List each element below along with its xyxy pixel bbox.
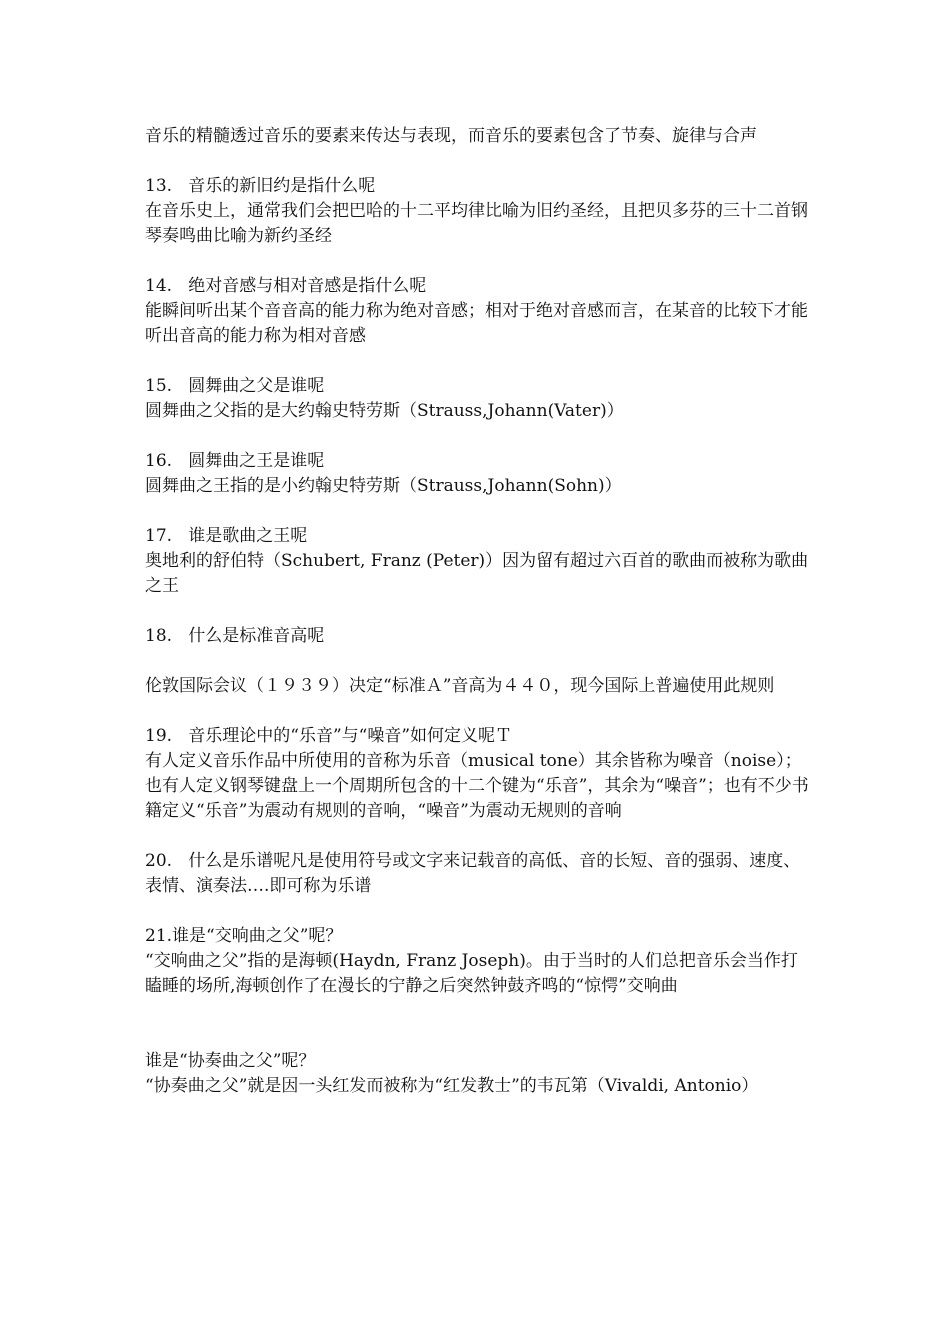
answer-14: 能瞬间听出某个音音高的能力称为绝对音感；相对于绝对音感而言，在某音的比较下才能听出音高的能力称为相对音感 [145,301,808,346]
question-18: 18. 什么是标准音高呢 [145,626,325,646]
question-13: 13. 音乐的新旧约是指什么呢 [145,176,376,196]
spacer [145,349,813,374]
question-20: 20. 什么是乐谱呢凡是使用符号或文字来记载音的高低、音的长短、音的强弱、速度、表情、演奏法….即可称为乐谱 [145,851,801,896]
answer-16: 圆舞曲之王指的是小约翰史特劳斯（Strauss,Johann(Sohn)） [145,476,622,496]
spacer [145,149,813,174]
answer-concerto: “协奏曲之父”就是因一头红发而被称为“红发教士”的韦瓦第（Vivaldi, Antonio） [145,1076,759,1096]
question-17: 17. 谁是歌曲之王呢 [145,526,308,546]
question-19: 19. 音乐理论中的“乐音”与“噪音”如何定义呢Ｔ [145,726,513,746]
spacer [145,699,813,724]
question-concerto: 谁是“协奏曲之父”呢？ [145,1051,316,1071]
question-15: 15. 圆舞曲之父是谁呢 [145,376,325,396]
answer-19: 有人定义音乐作品中所使用的音称为乐音（musical tone）其余皆称为噪音（noise）；也有人定义钢琴键盘上一个周期所包含的十二个键为“乐音”，其余为“噪音”；也有不少书籍定义“乐音”为震动有规则的音响，“噪音”为震动无规则的音响 [145,751,809,821]
intro-paragraph: 音乐的精髓透过音乐的要素来传达与表现，而音乐的要素包含了节奏、旋律与合声 [145,126,757,146]
answer-17: 奥地利的舒伯特（Schubert, Franz (Peter)）因为留有超过六百首的歌曲而被称为歌曲之王 [145,551,809,596]
question-21: 21.谁是“交响曲之父”呢？ [145,926,343,946]
question-14: 14. 绝对音感与相对音感是指什么呢 [145,276,427,296]
document-body [145,124,813,1099]
spacer [145,499,813,524]
spacer [145,824,813,849]
answer-18: 伦敦国际会议（１９３９）决定“标准Ａ”音高为４４０，现今国际上普遍使用此规则 [145,676,775,696]
question-16: 16. 圆舞曲之王是谁呢 [145,451,325,471]
spacer [145,599,813,624]
spacer [145,424,813,449]
spacer [145,999,813,1049]
answer-21: “交响曲之父”指的是海顿(Haydn, Franz Joseph)。由于当时的人们总把音乐会当作打瞌睡的场所,海顿创作了在漫长的宁静之后突然钟鼓齐鸣的“惊愕”交响曲 [145,951,798,996]
answer-13: 在音乐史上，通常我们会把巴哈的十二平均律比喻为旧约圣经，且把贝多芬的三十二首钢琴奏鸣曲比喻为新约圣经 [145,201,808,246]
spacer [145,899,813,924]
answer-15: 圆舞曲之父指的是大约翰史特劳斯（Strauss,Johann(Vater)） [145,401,624,421]
spacer [145,249,813,274]
spacer [145,649,813,674]
